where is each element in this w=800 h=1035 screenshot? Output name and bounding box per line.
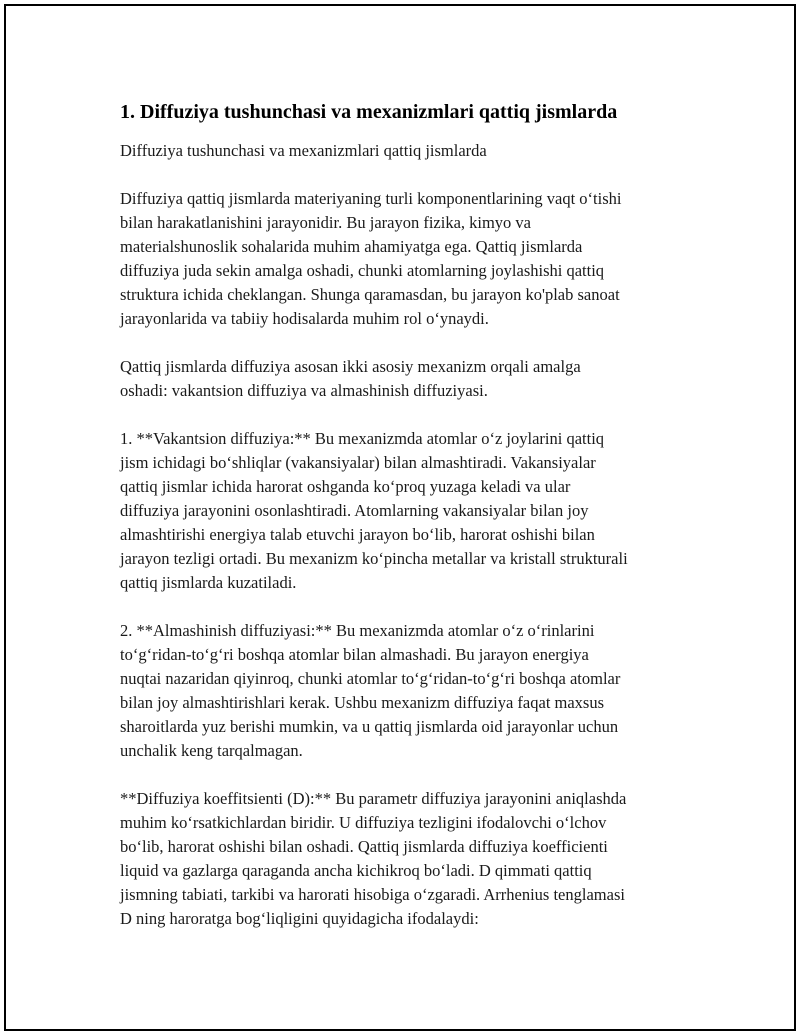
document-subtitle: Diffuziya tushunchasi va mexanizmlari qattiq jismlarda bbox=[120, 141, 487, 160]
paragraph-line: Diffuziya qattiq jismlarda materiyaning turli komponentlarining vaqt o‘tishi bbox=[120, 189, 622, 208]
paragraph-line: liquid va gazlarga qaraganda ancha kichikroq bo‘ladi. D qimmati qattiq bbox=[120, 861, 592, 880]
paragraph-line: jarayon tezligi ortadi. Bu mexanizm ko‘pincha metallar va kristall strukturali bbox=[120, 549, 628, 568]
paragraph-line: jismning tabiati, tarkibi va harorati hisobiga o‘zgaradi. Arrhenius tenglamasi bbox=[120, 885, 625, 904]
paragraph-line: **Diffuziya koeffitsienti (D):** Bu parametr diffuziya jarayonini aniqlashda bbox=[120, 789, 627, 808]
paragraph-vacancy-diffusion bbox=[120, 427, 700, 595]
paragraph-line: jism ichidagi bo‘shliqlar (vakansiyalar) bilan almashtiradi. Vakansiyalar bbox=[120, 453, 596, 472]
paragraph-line: diffuziya juda sekin amalga oshadi, chunki atomlarning joylashishi qattiq bbox=[120, 261, 605, 280]
paragraph-line: Qattiq jismlarda diffuziya asosan ikki asosiy mexanizm orqali amalga bbox=[120, 357, 581, 376]
paragraph-line: bilan joy almashtirishlari kerak. Ushbu mexanizm diffuziya faqat maxsus bbox=[120, 693, 605, 712]
paragraph-line: jarayonlarida va tabiiy hodisalarda muhim rol o‘ynaydi. bbox=[120, 309, 489, 328]
paragraph-line: nuqtai nazaridan qiyinroq, chunki atomlar to‘g‘ridan-to‘g‘ri boshqa atomlar bbox=[120, 669, 621, 688]
paragraph-intro bbox=[120, 187, 700, 331]
paragraph-mechanisms bbox=[120, 355, 700, 403]
paragraph-line: qattiq jismlarda kuzatiladi. bbox=[120, 573, 297, 592]
paragraph-line: qattiq jismlar ichida harorat oshganda ko‘proq yuzaga keladi va ular bbox=[120, 477, 571, 496]
paragraph-line: struktura ichida cheklangan. Shunga qaramasdan, bu jarayon ko'plab sanoat bbox=[120, 285, 620, 304]
paragraph-line: diffuziya jarayonini osonlashtiradi. Atomlarning vakansiyalar bilan joy bbox=[120, 501, 589, 520]
paragraph-line: almashtirishi energiya talab etuvchi jarayon bo‘lib, harorat oshishi bilan bbox=[120, 525, 595, 544]
paragraph-line: sharoitlarda yuz berishi mumkin, va u qattiq jismlarda oid jarayonlar uchun bbox=[120, 717, 619, 736]
paragraph-line: to‘g‘ridan-to‘g‘ri boshqa atomlar bilan almashadi. Bu jarayon energiya bbox=[120, 645, 589, 664]
document-title: 1. Diffuziya tushunchasi va mexanizmlari qattiq jismlarda bbox=[120, 101, 618, 123]
paragraph-line: oshadi: vakantsion diffuziya va almashinish diffuziyasi. bbox=[120, 381, 488, 400]
paragraph-line: bilan harakatlanishini jarayonidir. Bu jarayon fizika, kimyo va bbox=[120, 213, 532, 232]
paragraph-line: D ning haroratga bog‘liqligini quyidagicha ifodalaydi: bbox=[120, 909, 479, 928]
paragraph-diffusion-coefficient bbox=[120, 787, 700, 931]
paragraph-line: unchalik keng tarqalmagan. bbox=[120, 741, 303, 760]
page-frame bbox=[4, 4, 796, 1031]
paragraph-line: muhim ko‘rsatkichlardan biridir. U diffuziya tezligini ifodalovchi o‘lchov bbox=[120, 813, 607, 832]
paragraph-line: bo‘lib, harorat oshishi bilan oshadi. Qattiq jismlarda diffuziya koefficienti bbox=[120, 837, 608, 856]
paragraph-line: 1. **Vakantsion diffuziya:** Bu mexanizmda atomlar o‘z joylarini qattiq bbox=[120, 429, 605, 448]
paragraph-exchange-diffusion bbox=[120, 619, 700, 763]
paragraph-line: materialshunoslik sohalarida muhim ahamiyatga ega. Qattiq jismlarda bbox=[120, 237, 583, 256]
document-content bbox=[120, 98, 700, 955]
paragraph-line: 2. **Almashinish diffuziyasi:** Bu mexanizmda atomlar o‘z o‘rinlarini bbox=[120, 621, 595, 640]
